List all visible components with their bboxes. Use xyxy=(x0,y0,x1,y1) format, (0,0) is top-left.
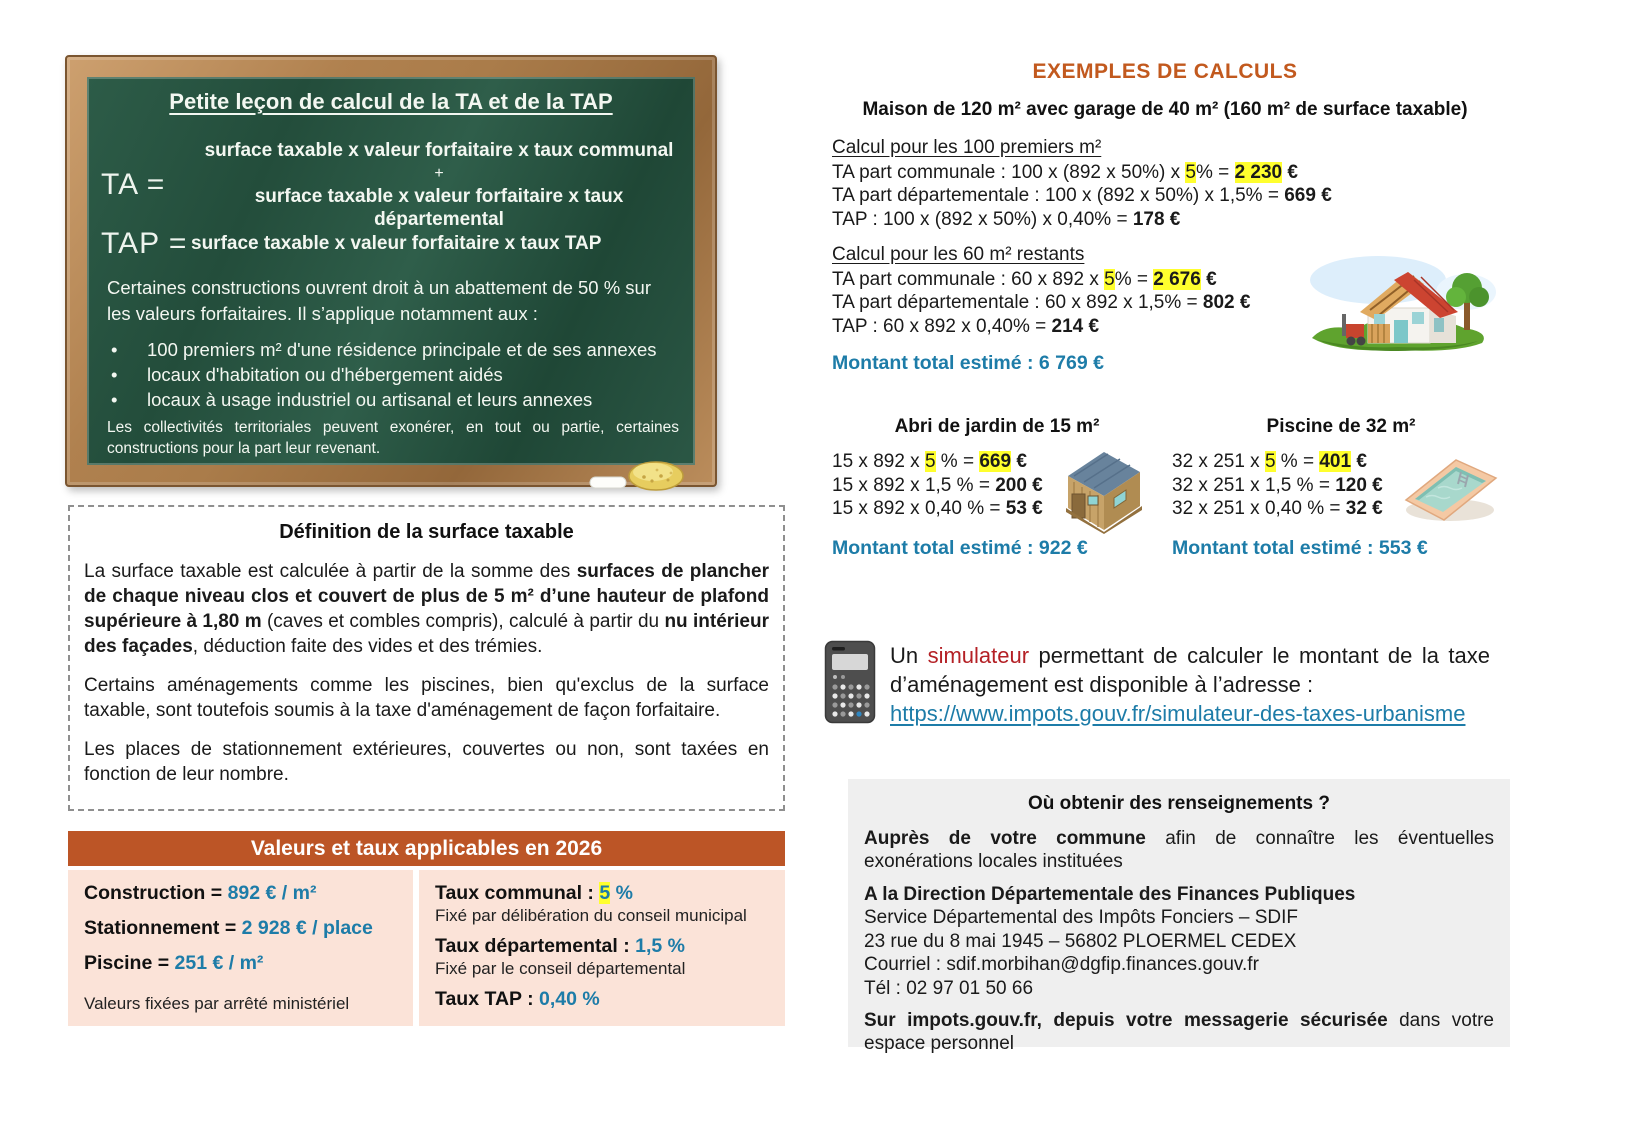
value-amount: 251 € / m² xyxy=(174,952,264,974)
piscine-title: Piscine de 32 m² xyxy=(1266,416,1416,437)
values-band xyxy=(68,831,785,866)
calc-line: TA part départementale : 100 x (892 x 50%) x 1,5% = 669 € xyxy=(832,185,1332,206)
value-label: Construction xyxy=(84,882,206,904)
bullet-text: 100 premiers m² d'une résidence principale et de ses annexes xyxy=(147,339,657,360)
bullet-glyph: • xyxy=(111,364,118,385)
calc-line: TA part communale : 60 x 892 x 5% = 2 676 € xyxy=(832,268,1217,290)
calc-line: 32 x 251 x 0,40 % = 32 € xyxy=(1172,498,1383,519)
values-note: Valeurs fixées par arrêté ministériel xyxy=(84,994,350,1013)
address-line-phone: Tél : 02 97 01 50 66 xyxy=(864,977,1034,999)
tap-formula xyxy=(101,227,687,261)
calc-line: TA part communale : 100 x (892 x 50%) x 5% = 2 230 € xyxy=(832,161,1298,183)
values-cell-right xyxy=(419,870,785,1026)
chalkboard-surface xyxy=(87,77,695,465)
bullet-text: locaux d'habitation ou d'hébergement aidés xyxy=(147,364,503,385)
simulator-sentence: Un simulateur permettant de calculer le montant de la taxe d’aménagement est disponible à l’adresse : xyxy=(890,643,1490,697)
values-cell-left xyxy=(68,870,413,1026)
bullet-glyph: • xyxy=(111,389,118,410)
ta-formula-stack xyxy=(191,139,687,231)
chalk-icon xyxy=(589,475,627,489)
calc-line: 32 x 251 x 5 % = 401 € xyxy=(1172,451,1367,472)
address-line: 23 rue du 8 mai 1945 – 56802 PLOERMEL CEDEX xyxy=(864,930,1297,952)
value-row-stationnement xyxy=(84,917,397,940)
maison-example-title: Maison de 120 m² avec garage de 40 m² (160 m² de surface taxable) xyxy=(862,99,1468,120)
simulator-paragraph xyxy=(890,641,1490,728)
total-piscine: Montant total estimé : 553 € xyxy=(1172,537,1428,559)
calculator-icon xyxy=(824,640,876,724)
calc-line: 15 x 892 x 5 % = 669 € xyxy=(832,451,1027,472)
calc-line: 15 x 892 x 1,5 % = 200 € xyxy=(832,474,1043,496)
definition-paragraph-2: Certains aménagements comme les piscines, bien qu'exclus de la surface taxable, sont toutefois soumis à la taxe d'aménagement de façon forfaitaire. xyxy=(84,675,769,721)
values-band-title: Valeurs et taux applicables en 2026 xyxy=(250,836,603,860)
equals-sign: = xyxy=(205,882,228,904)
calc-block-100m2 xyxy=(832,136,1332,231)
info-box xyxy=(848,779,1510,1054)
calc-heading: Calcul pour les 60 m² restants xyxy=(832,244,1085,265)
examples-column xyxy=(820,0,1510,1125)
bullet-text: locaux à usage industriel ou artisanal et leurs annexes xyxy=(147,389,593,410)
taux-communal-sub: Fixé par délibération du conseil municipal xyxy=(435,906,747,925)
taux-departemental-sub: Fixé par le conseil départemental xyxy=(435,959,686,978)
bullet-glyph: • xyxy=(111,339,118,360)
address-line-email: Courriel : sdif.morbihan@dgfip.finances.gouv.fr xyxy=(864,954,1259,975)
tap-label: TAP = xyxy=(101,227,188,260)
bullet-list xyxy=(107,337,683,412)
info-ddfip-heading: A la Direction Départementale des Finances Publiques xyxy=(864,884,1356,905)
info-messagerie-paragraph: Sur impots.gouv.fr, depuis votre messagerie sécurisée dans votre espace personnel xyxy=(864,1010,1495,1054)
value-label: Piscine xyxy=(84,952,153,974)
value-amount: 892 € / m² xyxy=(227,882,317,904)
sponge-icon xyxy=(627,459,685,491)
chalkboard xyxy=(65,55,717,487)
simulator-link[interactable]: https://www.impots.gouv.fr/simulateur-des-taxes-urbanisme xyxy=(890,701,1466,726)
calc-line: TAP : 100 x (892 x 50%) x 0,40% = 178 € xyxy=(832,208,1181,230)
value-amount: 2 928 € / place xyxy=(241,917,373,939)
abattement-paragraph: Certaines constructions ouvrent droit à un abattement de 50 % sur les valeurs forfaitaires. Il s’applique notamment aux : xyxy=(107,277,651,324)
plus-sign: + xyxy=(434,165,444,182)
total-maison: Montant total estimé : 6 769 € xyxy=(832,352,1104,374)
calc-block-piscine xyxy=(1172,450,1383,521)
info-title: Où obtenir des renseignements ? xyxy=(1028,793,1330,814)
swimming-pool-image xyxy=(1398,452,1500,524)
house-construction-image xyxy=(1298,250,1498,353)
abri-title: Abri de jardin de 15 m² xyxy=(894,416,1100,437)
value-label: Stationnement xyxy=(84,917,220,939)
calc-line: 15 x 892 x 0,40 % = 53 € xyxy=(832,498,1043,519)
calc-block-abri xyxy=(832,450,1043,521)
calc-line: TAP : 60 x 892 x 0,40% = 214 € xyxy=(832,315,1100,337)
ta-numerator: surface taxable x valeur forfaitaire x taux communal xyxy=(204,140,674,161)
garden-shed-image xyxy=(1058,446,1146,534)
calc-line: 32 x 251 x 1,5 % = 120 € xyxy=(1172,474,1383,496)
bullet-item xyxy=(107,337,683,362)
bullet-item xyxy=(107,362,683,387)
chalkboard-title: Petite leçon de calcul de la TA et de la TAP xyxy=(169,89,613,114)
definition-box xyxy=(68,505,785,811)
calc-heading: Calcul pour les 100 premiers m² xyxy=(832,137,1102,158)
taux-communal-row: Taux communal : 5 % xyxy=(435,882,633,904)
address-line: Service Départemental des Impôts Fonciers – SDIF xyxy=(864,907,1299,928)
board-footnote: Les collectivités territoriales peuvent exonérer, en tout ou partie, certaines constructions pour la part leur revenant. xyxy=(107,419,679,457)
ta-formula xyxy=(101,139,687,231)
bullet-item xyxy=(107,387,683,412)
taux-tap-row: Taux TAP : 0,40 % xyxy=(435,988,600,1010)
calc-line: TA part départementale : 60 x 892 x 1,5% = 802 € xyxy=(832,292,1251,313)
ta-denominator: surface taxable x valeur forfaitaire x taux départemental xyxy=(254,186,624,230)
total-abri: Montant total estimé : 922 € xyxy=(832,537,1088,559)
taux-departemental-row: Taux départemental : 1,5 % xyxy=(435,935,685,957)
values-table xyxy=(68,870,785,1026)
calc-block-60m2 xyxy=(832,243,1250,338)
equals-sign: = xyxy=(152,952,175,974)
tap-formula-text: surface taxable x valeur forfaitaire x taux TAP xyxy=(191,233,602,254)
definition-paragraph-3: Les places de stationnement extérieures, couvertes ou non, sont taxées en fonction de leur nombre. xyxy=(84,739,769,785)
definition-paragraph-1: La surface taxable est calculée à partir de la somme des surfaces de plancher de chaque niveau clos et couvert de plus de 5 m² d’une hauteur de plafond supérieure à 1,80 m (caves et combles compris), calculé à partir du nu intérieur des façades, déduction faite des vides et des trémies. xyxy=(84,561,770,657)
examples-title: EXEMPLES DE CALCULS xyxy=(1032,60,1298,83)
value-row-piscine xyxy=(84,952,397,975)
equals-sign: = xyxy=(219,917,242,939)
value-row-construction xyxy=(84,882,397,905)
definition-title: Définition de la surface taxable xyxy=(279,521,574,543)
spacer xyxy=(864,1000,1494,1009)
info-commune-paragraph: Auprès de votre commune afin de connaître les éventuelles exonérations locales instituées xyxy=(864,828,1494,872)
ta-label: TA = xyxy=(101,168,166,201)
